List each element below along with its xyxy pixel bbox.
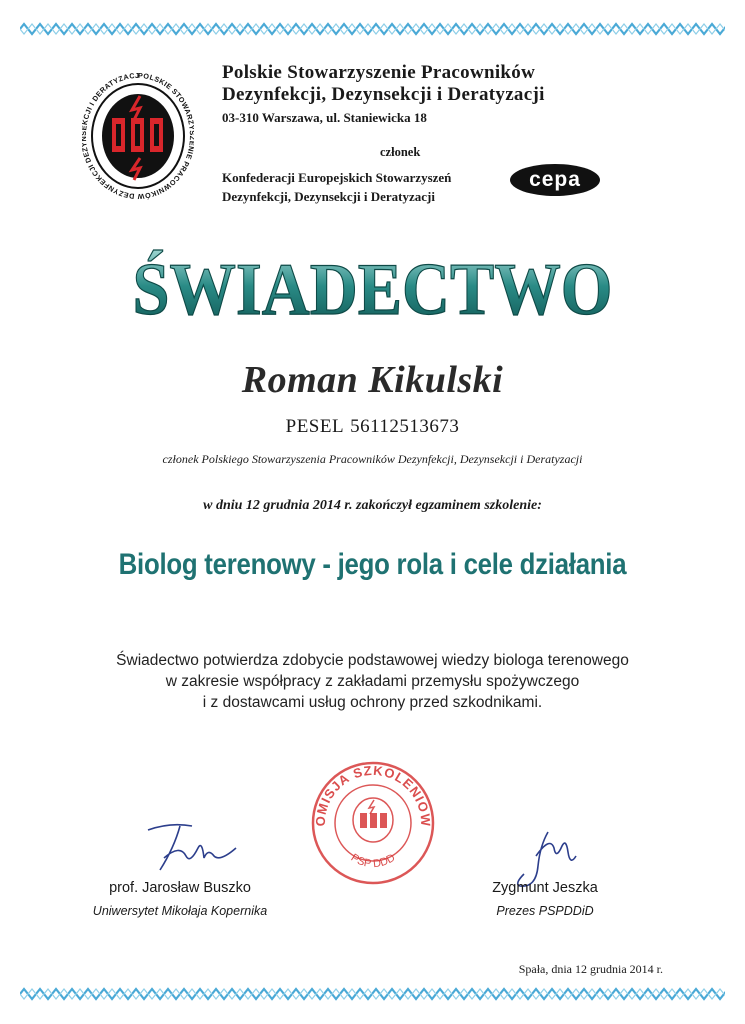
- wave-pattern-icon: [20, 987, 725, 1001]
- stamp-seal-icon: [308, 758, 438, 888]
- organization-block: [222, 62, 662, 126]
- signatory-left-name: prof. Jarosław Buszko: [109, 880, 251, 896]
- svg-text:KOMISJA SZKOLENIOWA: OMISJA SZKOLENIOW: [312, 762, 434, 827]
- signatory-right-name: Zygmunt Jeszka: [492, 880, 598, 896]
- confederation-line1: Konfederacji Europejskich Stowarzyszeń: [222, 170, 452, 185]
- pesel-line: [0, 416, 745, 438]
- decorative-border-bottom: [20, 987, 725, 1001]
- certificate-title: [0, 232, 745, 332]
- svg-text:PSP DDD: PSP DDD: [348, 851, 398, 871]
- membership-text: członek Polskiego Stowarzyszenia Pracowników Dezynfekcji, Dezynsekcji i Deratyzacji: [162, 452, 583, 466]
- description-line: i z dostawcami usług ochrony przed szkodnikami.: [202, 694, 543, 711]
- pesel-value: 56112513673: [350, 416, 460, 437]
- title-text: ŚWIADECTWO: [132, 249, 613, 331]
- commission-seal: [308, 758, 438, 888]
- org-address: 03-310 Warszawa, ul. Staniewicka 18: [222, 110, 427, 125]
- confederation-block: [222, 168, 451, 206]
- description: [0, 650, 745, 713]
- svg-text:POLSKIE STOWARZYSZENIE PRACOWN: POLSKIE STOWAR IE PRACOWNIKÓW DEZYNFEKCJI DE CJI I DERATYZACJ: [82, 70, 194, 202]
- course-title: Biolog terenowy - jego rola i cele działania: [118, 548, 627, 581]
- confederation-line2: Dezynfekcji, Dezynsekcji i Deratyzacji: [222, 189, 435, 204]
- org-name-line1: Polskie Stowarzyszenie Pracowników: [222, 62, 536, 83]
- psp-ddd-logo: [82, 60, 194, 205]
- completion-text: w dniu 12 grudnia 2014 r. zakończył egzaminem szkolenie:: [203, 498, 542, 513]
- pesel-label: PESEL: [285, 416, 345, 437]
- signatory-right-role: Prezes PSPDDiD: [496, 904, 594, 918]
- decorative-border-top: [20, 22, 725, 36]
- place-date: Spała, dnia 12 grudnia 2014 r.: [518, 962, 663, 976]
- recipient-name: Roman Kikulski: [241, 359, 504, 401]
- org-name-line2: Dezynfekcji, Dezynsekcji i Deratyzacji: [222, 84, 545, 105]
- description-line: Świadectwo potwierdza zdobycie podstawowej wiedzy biologa terenowego: [116, 652, 629, 669]
- member-label: członek: [380, 145, 421, 159]
- cepa-logo: cepa: [510, 164, 600, 196]
- description-line: w zakresie współpracy z zakładami przemysłu spożywczego: [165, 673, 580, 690]
- signatory-left-role: Uniwersytet Mikołaja Kopernika: [92, 904, 268, 918]
- psp-ddd-logo-icon: [82, 60, 194, 205]
- signature-icon: [140, 818, 250, 878]
- wave-pattern-icon: [20, 22, 725, 36]
